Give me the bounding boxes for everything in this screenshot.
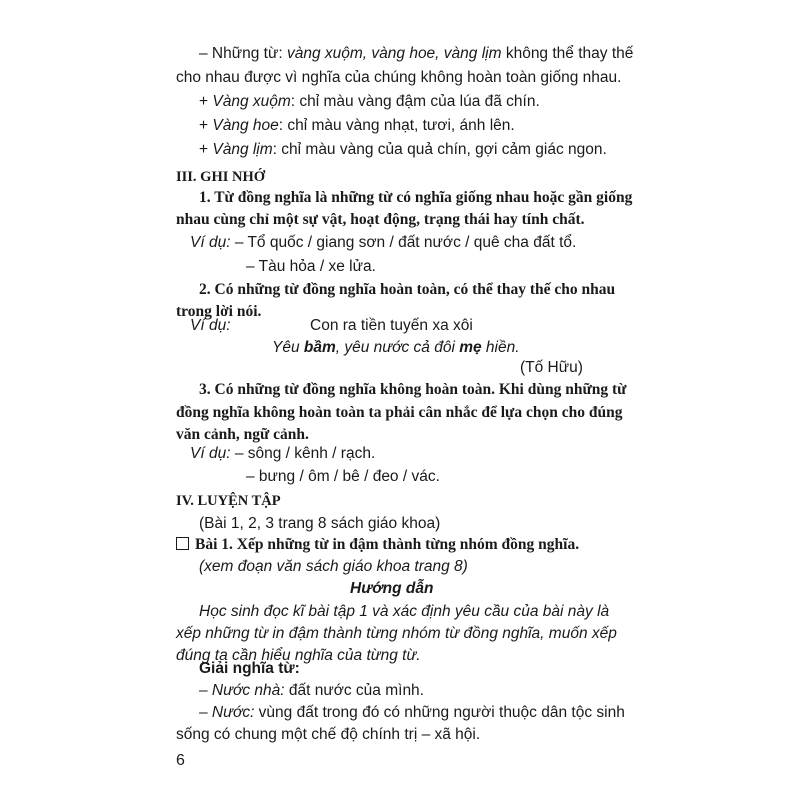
definition-nuoc-nha: – Nước nhà: đất nước của mình. (199, 682, 424, 699)
definition-nuoc-line2: sống có chung một chế độ chính trị – xã hội. (176, 726, 481, 743)
item1-line2: nhau cùng chỉ một sự vật, hoạt động, trạng thái hay tính chất. (176, 211, 585, 228)
guide-line3: đúng ta cần hiểu nghĩa của từng từ. (176, 647, 421, 664)
section-title-ghi-nho: III. GHI NHỚ (176, 169, 266, 185)
example2-label: Ví dụ: (190, 317, 231, 334)
example1-line2: – Tàu hỏa / xe lửa. (246, 258, 376, 275)
item3-line1: 3. Có những từ đồng nghĩa không hoàn toàn. Khi dùng những từ (199, 381, 627, 398)
bullet-vang-xuom: + Vàng xuộm: chỉ màu vàng đậm của lúa đã chín. (199, 93, 540, 110)
example1-line1: Ví dụ: – Tổ quốc / giang sơn / đất nước / quê cha đất tổ. (190, 234, 577, 251)
guide-line2: xếp những từ in đậm thành từng nhóm từ đồng nghĩa, muốn xếp (176, 625, 617, 642)
page-number: 6 (176, 752, 185, 769)
example3-line1: Ví dụ: – sông / kênh / rạch. (190, 445, 376, 462)
poem-author: (Tố Hữu) (520, 359, 583, 376)
exercise-1-title: Bài 1. Xếp những từ in đậm thành từng nhóm đồng nghĩa. (176, 535, 579, 555)
bullet-vang-hoe: + Vàng hoe: chỉ màu vàng nhạt, tươi, ánh lên. (199, 117, 515, 134)
item2-line1: 2. Có những từ đồng nghĩa hoàn toàn, có thể thay thế cho nhau (199, 281, 616, 298)
para1-line2: cho nhau được vì nghĩa của chúng không hoàn toàn giống nhau. (176, 69, 622, 86)
giai-nghia-title: Giải nghĩa từ: (199, 660, 300, 677)
definition-nuoc: – Nước: vùng đất trong đó có những người thuộc dân tộc sinh (199, 704, 625, 721)
item2-line2: trong lời nói. (176, 303, 262, 320)
guide-title: Hướng dẫn (350, 580, 434, 597)
para1-line1: – Những từ: vàng xuộm, vàng hoe, vàng lịm không thể thay thế (199, 45, 634, 62)
bullet-vang-lim: + Vàng lịm: chỉ màu vàng của quả chín, gợi cảm giác ngon. (199, 141, 607, 158)
item3-line3: văn cảnh, ngữ cảnh. (176, 426, 309, 443)
exercise-1-reference: (xem đoạn văn sách giáo khoa trang 8) (199, 558, 468, 575)
item1-line1: 1. Từ đồng nghĩa là những từ có nghĩa giống nhau hoặc gần giống (199, 189, 633, 206)
item3-line2: đồng nghĩa không hoàn toàn ta phải cân nhắc để lựa chọn cho đúng (176, 404, 623, 421)
poem-line1: Con ra tiền tuyến xa xôi (310, 317, 473, 334)
poem-line2: Yêu bầm, yêu nước cả đôi mẹ hiền. (272, 339, 520, 356)
guide-line1: Học sinh đọc kĩ bài tập 1 và xác định yêu cầu của bài này là (199, 603, 610, 620)
exercise-reference: (Bài 1, 2, 3 trang 8 sách giáo khoa) (199, 515, 441, 532)
checkbox-square-icon (176, 537, 189, 550)
section-title-luyen-tap: IV. LUYỆN TẬP (176, 493, 281, 509)
example3-line2: – bưng / ôm / bê / đeo / vác. (246, 468, 440, 485)
